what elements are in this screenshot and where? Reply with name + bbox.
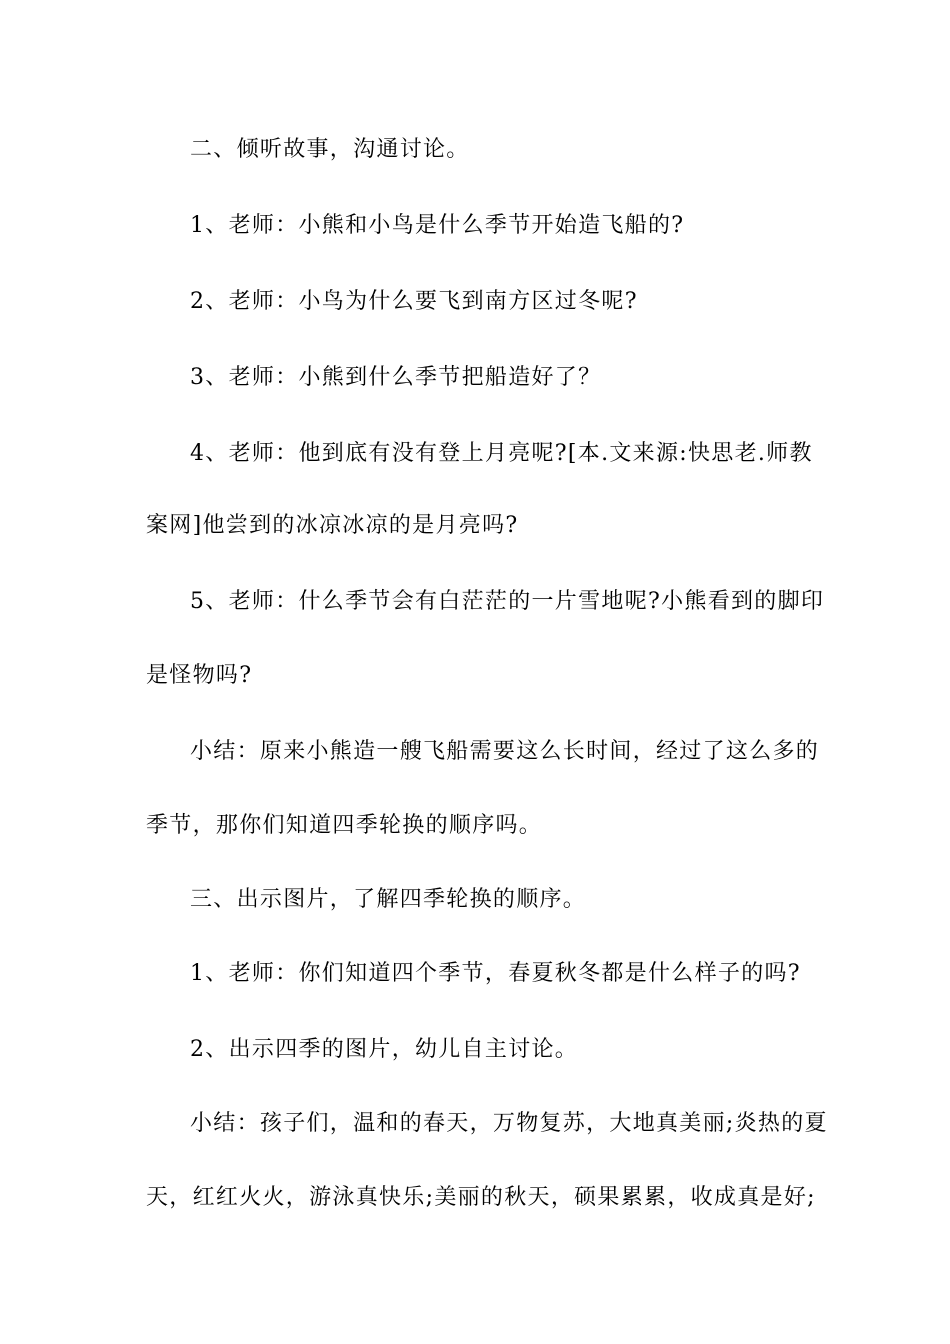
- summary-1-line-2: 季节，那你们知道四季轮换的顺序吗。: [146, 813, 543, 838]
- activity-2: 2、出示四季的图片，幼儿自主讨论。: [190, 1037, 579, 1062]
- question-4-line-1: 4、老师：他到底有没有登上月亮呢?[本.文来源:快思老.师教: [190, 441, 813, 466]
- section-heading-2: 二、倾听故事，沟通讨论。: [190, 137, 470, 162]
- summary-1-line-1: 小结：原来小熊造一艘飞船需要这么长时间，经过了这么多的: [190, 739, 820, 764]
- question-5-line-2: 是怪物吗?: [146, 663, 253, 688]
- question-5-line-1: 5、老师：什么季节会有白茫茫的一片雪地呢?小熊看到的脚印: [190, 589, 825, 614]
- summary-2-line-1: 小结：孩子们，温和的春天，万物复苏，大地真美丽;炎热的夏: [190, 1111, 828, 1136]
- question-1: 1、老师：小熊和小鸟是什么季节开始造飞船的?: [190, 213, 685, 238]
- question-4-line-2: 案网]他尝到的冰凉冰凉的是月亮吗?: [146, 513, 519, 538]
- section-heading-3: 三、出示图片，了解四季轮换的顺序。: [190, 887, 587, 912]
- question-3: 3、老师：小熊到什么季节把船造好了？: [190, 365, 602, 390]
- activity-1: 1、老师：你们知道四个季节，春夏秋冬都是什么样子的吗?: [190, 961, 801, 986]
- summary-2-line-2: 天，红红火火，游泳真快乐;美丽的秋天，硕果累累，收成真是好;: [146, 1185, 816, 1210]
- question-2: 2、老师：小鸟为什么要飞到南方区过冬呢?: [190, 289, 638, 314]
